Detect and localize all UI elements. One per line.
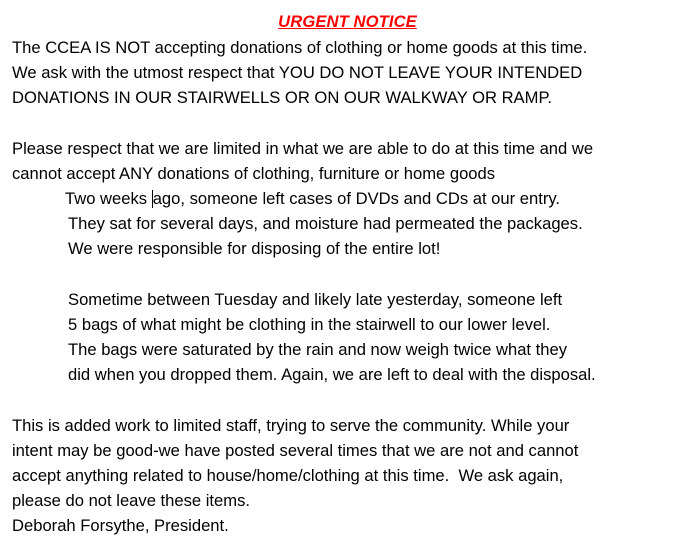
notice-title: URGENT NOTICE (278, 12, 417, 31)
paragraph-2-line-2: cannot accept ANY donations of clothing, furniture or home goods (12, 164, 496, 183)
paragraph-1-line-2: We ask with the utmost respect that YOU DO NOT LEAVE YOUR INTENDED (12, 63, 583, 82)
paragraph-3-line-1-start: Two weeks (65, 189, 152, 208)
paragraph-4-line-3: The bags were saturated by the rain and now weigh twice what they (68, 340, 568, 359)
paragraph-3-line-2: They sat for several days, and moisture had permeated the packages. (68, 214, 583, 233)
paragraph-5-line-2: intent may be good-we have posted several times that we are not and cannot (12, 441, 579, 460)
paragraph-5-line-4: please do not leave these items. (12, 491, 250, 510)
paragraph-3-line-3: We were responsible for disposing of the entire lot! (68, 239, 441, 258)
paragraph-5-line-1: This is added work to limited staff, trying to serve the community. While your (12, 416, 570, 435)
paragraph-4-line-2: 5 bags of what might be clothing in the stairwell to our lower level. (68, 315, 551, 334)
signature: Deborah Forsythe, President. (12, 516, 229, 535)
paragraph-1-line-3: DONATIONS IN OUR STAIRWELLS OR ON OUR WALKWAY OR RAMP. (12, 88, 552, 107)
paragraph-4-line-1: Sometime between Tuesday and likely late yesterday, someone left (68, 290, 563, 309)
paragraph-5-line-3: accept anything related to house/home/clothing at this time. We ask again, (12, 466, 564, 485)
paragraph-1-line-1: The CCEA IS NOT accepting donations of clothing or home goods at this time. (12, 38, 588, 57)
paragraph-3-line-1 (65, 189, 560, 209)
paragraph-3-line-1-end: ago, someone left cases of DVDs and CDs at our entry. (152, 189, 561, 208)
paragraph-2-line-1: Please respect that we are limited in what we are able to do at this time and we (12, 139, 594, 158)
paragraph-4-line-4: did when you dropped them. Again, we are left to deal with the disposal. (68, 365, 596, 384)
